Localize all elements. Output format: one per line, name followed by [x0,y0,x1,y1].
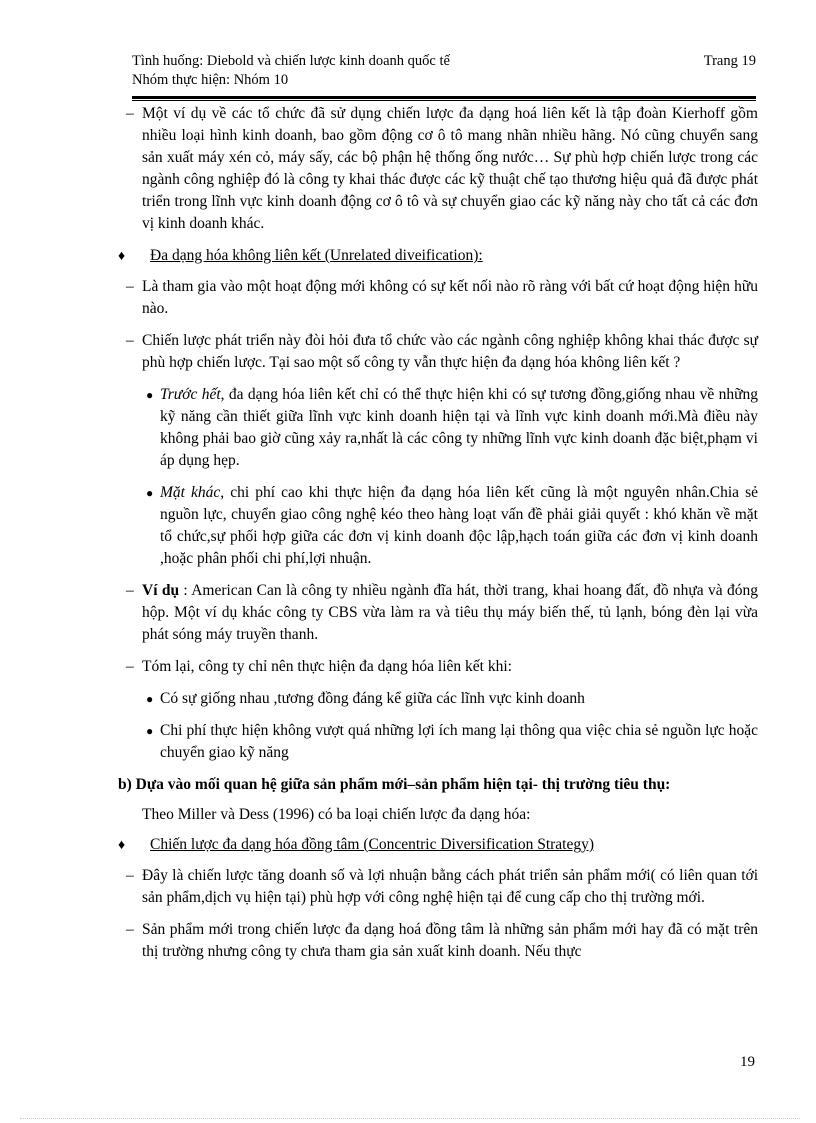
header-rule-thin [132,100,756,101]
header-page-label: Trang 19 [703,53,756,69]
heading-concentric-diversification [118,834,758,857]
page-number: 19 [740,1054,755,1070]
paragraph-text: Sản phẩm mới trong chiến lược đa dạng hoá đồng tâm là những sản phẩm mới hay đã có mặt trên thị trường nhưng công ty chưa tham gia sản xuất kinh doanh. Nếu thực [142,921,758,960]
page-bottom-border [20,1118,800,1119]
paragraph-text: Đây là chiến lược tăng doanh số và lợi nhuận bằng cách phát triển sản phẩm mới( có liên quan tới sản phẩm,dịch vụ hiện tại) phù hợp với công nghệ hiện tại để cung cấp cho thị trường mới. [142,867,758,906]
paragraph-concentric-definition [118,865,758,909]
paragraph-new-products [118,919,758,963]
bullet-lead: Mặt khác, [160,484,225,501]
round-bullet-icon: ● [146,692,154,706]
bullet-condition-2 [118,720,758,764]
heading-text: Đa dạng hóa không liên kết (Unrelated diveification): [150,247,483,264]
bullet-second-reason [118,482,758,570]
heading-unrelated-diversification [118,245,758,268]
page-header [132,52,756,90]
paragraph-text: : American Can là công ty nhiều ngành đĩa hát, thời trang, khai hoang đất, đồ nhựa và đóng hộp. Một ví dụ khác công ty CBS vừa làm ra và tiêu thụ máy biến thế, tủ lạnh, bóng đèn lại vừa phát sóng máy truyền thanh. [142,582,758,643]
bullet-first-reason [118,384,758,472]
paragraph-definition [118,276,758,320]
bullet-text: Có sự giống nhau ,tương đồng đáng kể giữa các lĩnh vực kinh doanh [160,690,585,707]
section-heading-b: b) Dựa vào mối quan hệ giữa sản phẩm mới–sản phẩm hiện tại- thị trường tiêu thụ: [118,776,671,793]
round-bullet-icon: ● [146,486,154,500]
document-body [118,103,758,973]
paragraph-text: Tóm lại, công ty chỉ nên thực hiện đa dạng hóa liên kết khi: [142,658,512,675]
paragraph-related-example [118,103,758,235]
dash-marker: – [126,332,134,349]
diamond-bullet-icon: ♦ [118,838,126,853]
header-title: Tình huống: Diebold và chiến lược kinh doanh quốc tế [132,53,450,69]
dash-marker: – [126,867,134,884]
round-bullet-icon: ● [146,724,154,738]
round-bullet-icon: ● [146,388,154,402]
example-lead: Ví dụ [142,582,180,599]
bullet-text: Chi phí thực hiện không vượt quá những lợi ích mang lại thông qua việc chia sẻ nguồn lực hoặc chuyển giao kỹ năng [160,722,758,761]
paragraph-summary [118,656,758,678]
dash-marker: – [126,582,134,599]
dash-marker: – [126,278,134,295]
header-group: Nhóm thực hiện: Nhóm 10 [132,72,289,88]
bullet-condition-1 [118,688,758,710]
header-rule-thick [132,96,756,99]
paragraph-miller-dess: Theo Miller và Dess (1996) có ba loại chiến lược đa dạng hóa: [142,806,531,823]
paragraph-text: Là tham gia vào một hoạt động mới không có sự kết nối nào rõ ràng với bất cứ hoạt động hiện hữu nào. [142,278,758,317]
paragraph-example [118,580,758,646]
paragraph-why-unrelated [118,330,758,374]
paragraph-text: Chiến lược phát triển này đòi hỏi đưa tổ chức vào các ngành công nghiệp không khai thác được sự phù hợp chiến lược. Tại sao một số công ty vẫn thực hiện đa dạng hóa không liên kết ? [142,332,758,371]
bullet-text: chi phí cao khi thực hiện đa dạng hóa liên kết cũng là một nguyên nhân.Chia sẻ nguồn lực, chuyển giao công nghệ kéo theo hàng loạt vấn đề phải giải quyết : khó khăn về mặt tổ chức,sự phối hợp giữa các đơn vị kinh doanh độc lập,hạch toán giữa các đơn vị kinh doanh ,hoặc phân phối chi phí,lợi nhuận. [160,484,758,567]
dash-marker: – [126,921,134,938]
bullet-text: , đa dạng hóa liên kết chỉ có thể thực hiện khi có sự tương đồng,giống nhau về những kỹ năng cần thiết giữa lĩnh vực kinh doanh hiện tại và lĩnh vực kinh doanh mới.Mà điều này không phải bao giờ cũng xảy ra,nhất là các công ty những lĩnh vực kinh doanh đặc biệt,phạm vi áp dụng hẹp. [160,386,758,469]
diamond-bullet-icon: ♦ [118,249,126,264]
bullet-lead: Trước hết [160,386,221,403]
paragraph-text: Một ví dụ về các tổ chức đã sử dụng chiến lược đa dạng hoá liên kết là tập đoàn Kierhoff gồm nhiều loại hình kinh doanh, bao gồm động cơ ô tô mang nhãn nhiều hãng. Nó cũng chuyển sang sản xuất máy xén cỏ, máy sấy, các bộ phận hệ thống ống nước… Sự phù hợp chiến lược trong các ngành công nghiệp đó là công ty khai thác được các kỹ thuật chế tạo thương hiệu quả đã được phát triển trong lĩnh vực kinh doanh động cơ ô tô và sự chuyển giao các kỹ năng này cho tất cả các đơn vị kinh doanh khác. [142,105,758,232]
heading-text: Chiến lược đa dạng hóa đồng tâm (Concentric Diversification Strategy) [150,836,595,853]
dash-marker: – [126,658,134,675]
dash-marker: – [126,105,134,122]
